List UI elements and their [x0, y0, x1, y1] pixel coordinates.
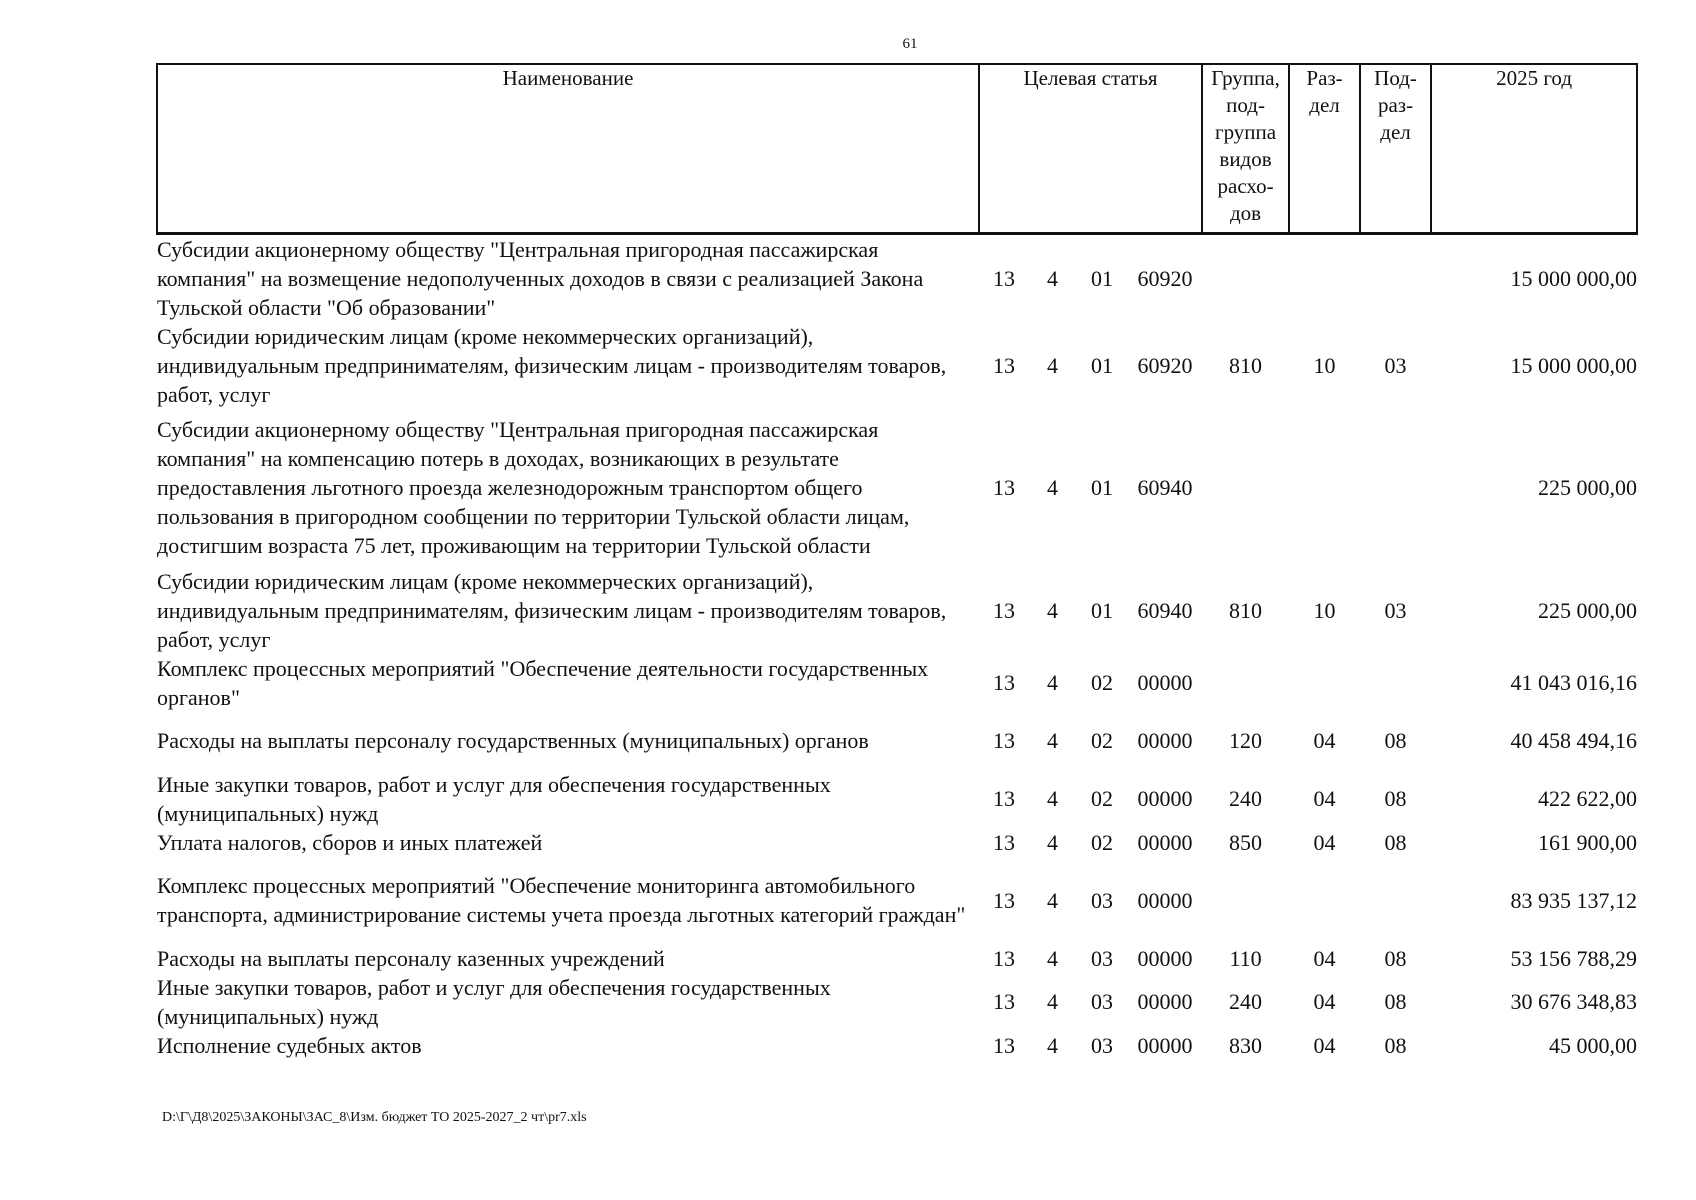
row-code-program: 13	[993, 829, 1015, 855]
row-code-type: 4	[1047, 475, 1058, 500]
row-code-direction: 60920	[1137, 265, 1193, 291]
row-code-program: 13	[993, 352, 1015, 378]
row-section	[1289, 654, 1360, 712]
row-section: 04	[1313, 945, 1336, 971]
row-code-program: 13	[993, 728, 1015, 753]
row-name: Расходы на выплаты персоналу государственных (муниципальных) органов	[157, 728, 869, 753]
row-section	[1289, 857, 1360, 944]
row-code-direction: 00000	[1137, 989, 1193, 1014]
row-subsection	[1360, 409, 1431, 567]
row-code-element: 02	[1091, 728, 1113, 753]
row-subsection	[1360, 654, 1431, 712]
row-group: 110	[1229, 945, 1262, 971]
row-code-direction: 00000	[1137, 829, 1193, 855]
row-subsection: 08	[1384, 728, 1407, 753]
row-section: 04	[1313, 1032, 1336, 1058]
row-subsection: 08	[1384, 786, 1407, 811]
row-amount: 83 935 137,12	[1510, 887, 1638, 913]
table-row	[157, 944, 1637, 973]
row-section: 04	[1313, 989, 1336, 1014]
row-amount: 161 900,00	[1538, 829, 1638, 855]
row-code-direction: 00000	[1137, 1032, 1193, 1058]
row-code-type: 4	[1047, 352, 1058, 378]
row-group: 120	[1229, 728, 1263, 753]
row-subsection	[1360, 857, 1431, 944]
row-name: Субсидии акционерному обществу "Центральная пригородная пассажирская компания" на возмещение недополученных доходов в связи с реализацией Закона Тульской области "Об образовании"	[157, 236, 924, 320]
row-code-type: 4	[1047, 597, 1058, 623]
row-amount: 45 000,00	[1549, 1032, 1638, 1058]
row-code-type: 4	[1047, 786, 1058, 811]
row-name: Расходы на выплаты персоналу казенных учреждений	[157, 945, 665, 971]
row-subsection: 08	[1384, 945, 1407, 971]
row-code-type: 4	[1047, 1032, 1058, 1058]
row-name: Субсидии юридическим лицам (кроме некоммерческих организаций), индивидуальным предпринимателям, физическим лицам - производителям товаров, работ, услуг	[157, 568, 947, 652]
row-subsection: 03	[1384, 352, 1407, 378]
row-amount: 40 458 494,16	[1510, 728, 1638, 753]
row-section: 04	[1313, 829, 1336, 855]
table-row	[157, 1031, 1637, 1060]
row-name: Иные закупки товаров, работ и услуг для обеспечения государственных (муниципальных) нужд	[157, 974, 831, 1029]
row-code-element: 01	[1091, 265, 1113, 291]
row-code-direction: 00000	[1137, 887, 1193, 913]
row-code-program: 13	[993, 475, 1015, 500]
row-name: Иные закупки товаров, работ и услуг для обеспечения государственных (муниципальных) нужд	[157, 771, 831, 826]
row-code-type: 4	[1047, 945, 1058, 971]
row-name: Исполнение судебных актов	[157, 1032, 422, 1058]
table-row	[157, 654, 1637, 712]
row-amount: 53 156 788,29	[1510, 945, 1638, 971]
header-subsection: Под-раз-дел	[1360, 64, 1431, 233]
budget-table	[156, 63, 1638, 1060]
row-subsection: 08	[1384, 989, 1407, 1014]
table-header-row	[157, 64, 1637, 233]
row-name: Субсидии акционерному обществу "Центральная пригородная пассажирская компания" на компенсацию потерь в доходах, возникающих в результате предоставления льготного проезда железнодорожным транспортом общего пользования в пригородном сообщении по территории Тульской области лицам, достигшим возраста 75 лет, проживающим на территории Тульской области	[157, 417, 910, 558]
row-section: 04	[1313, 786, 1336, 811]
row-code-direction: 00000	[1137, 786, 1193, 811]
page-number: 61	[902, 36, 918, 52]
row-code-program: 13	[993, 786, 1015, 811]
row-section	[1289, 409, 1360, 567]
row-code-program: 13	[993, 597, 1015, 623]
row-code-element: 01	[1091, 475, 1113, 500]
row-section: 04	[1313, 728, 1336, 753]
row-code-type: 4	[1047, 728, 1058, 753]
row-group	[1202, 654, 1289, 712]
row-code-direction: 60920	[1137, 352, 1193, 378]
header-group: Группа, под-группа видов расхо-дов	[1202, 64, 1289, 233]
table-row	[157, 973, 1637, 1031]
row-group: 240	[1229, 989, 1263, 1014]
row-code-element: 03	[1091, 945, 1113, 971]
row-name: Уплата налогов, сборов и иных платежей	[157, 829, 543, 855]
row-name: Комплекс процессных мероприятий "Обеспечение деятельности государственных органов"	[157, 655, 929, 710]
row-group: 240	[1229, 786, 1263, 811]
table-row	[157, 409, 1637, 567]
row-code-direction: 60940	[1137, 475, 1193, 500]
header-section: Раз-дел	[1289, 64, 1360, 233]
row-amount: 15 000 000,00	[1510, 265, 1638, 291]
row-amount: 225 000,00	[1538, 597, 1638, 623]
row-group: 850	[1229, 829, 1263, 855]
row-code-type: 4	[1047, 265, 1058, 291]
table-row	[157, 567, 1637, 654]
row-code-program: 13	[993, 887, 1015, 913]
row-group	[1202, 409, 1289, 567]
row-subsection	[1360, 233, 1431, 322]
row-code-program: 13	[993, 1032, 1015, 1058]
row-code-direction: 00000	[1137, 945, 1193, 971]
table-row	[157, 828, 1637, 857]
table-row	[157, 712, 1637, 770]
table-row	[157, 770, 1637, 828]
row-subsection: 08	[1384, 829, 1407, 855]
row-code-element: 02	[1091, 829, 1113, 855]
row-group	[1202, 857, 1289, 944]
row-code-program: 13	[993, 945, 1015, 971]
row-section	[1289, 233, 1360, 322]
header-target-article: Целевая статья	[979, 64, 1202, 233]
row-amount: 15 000 000,00	[1510, 352, 1638, 378]
table-row	[157, 322, 1637, 409]
header-name: Наименование	[157, 64, 979, 233]
row-code-type: 4	[1047, 989, 1058, 1014]
row-code-type: 4	[1047, 670, 1058, 695]
row-code-direction: 00000	[1137, 670, 1193, 695]
row-code-program: 13	[993, 989, 1015, 1014]
table-row	[157, 233, 1637, 322]
row-name: Комплекс процессных мероприятий "Обеспечение мониторинга автомобильного транспорта, администрирование системы учета проезда льготных категорий граждан"	[157, 873, 966, 927]
row-amount: 41 043 016,16	[1510, 670, 1638, 695]
row-code-element: 02	[1091, 786, 1113, 811]
row-group: 810	[1229, 597, 1263, 623]
row-code-element: 03	[1091, 887, 1113, 913]
row-code-element: 03	[1091, 1032, 1113, 1058]
row-subsection: 03	[1384, 597, 1407, 623]
row-code-element: 03	[1091, 989, 1113, 1014]
row-subsection: 08	[1384, 1032, 1407, 1058]
row-section: 10	[1313, 352, 1336, 378]
row-code-direction: 00000	[1137, 728, 1193, 753]
row-code-program: 13	[993, 670, 1015, 695]
row-amount: 422 622,00	[1538, 786, 1638, 811]
row-code-element: 02	[1091, 670, 1113, 695]
table-row	[157, 857, 1637, 944]
file-path: D:\Г\Д8\2025\ЗАКОНЫ\ЗАС_8\Изм. бюджет ТО 2025-2027_2 чт\pr7.xls	[162, 1110, 587, 1125]
row-section: 10	[1313, 597, 1336, 623]
row-name: Субсидии юридическим лицам (кроме некоммерческих организаций), индивидуальным предпринимателям, физическим лицам - производителям товаров, работ, услуг	[157, 323, 947, 407]
row-amount: 30 676 348,83	[1510, 989, 1638, 1014]
row-code-type: 4	[1047, 829, 1058, 855]
row-code-type: 4	[1047, 887, 1058, 913]
header-year: 2025 год	[1431, 64, 1637, 233]
row-group: 830	[1229, 1032, 1263, 1058]
row-code-direction: 60940	[1137, 597, 1193, 623]
row-code-element: 01	[1091, 597, 1113, 623]
row-group	[1202, 233, 1289, 322]
row-code-program: 13	[993, 265, 1015, 291]
row-group: 810	[1229, 352, 1263, 378]
row-amount: 225 000,00	[1538, 475, 1638, 500]
row-code-element: 01	[1091, 352, 1113, 378]
